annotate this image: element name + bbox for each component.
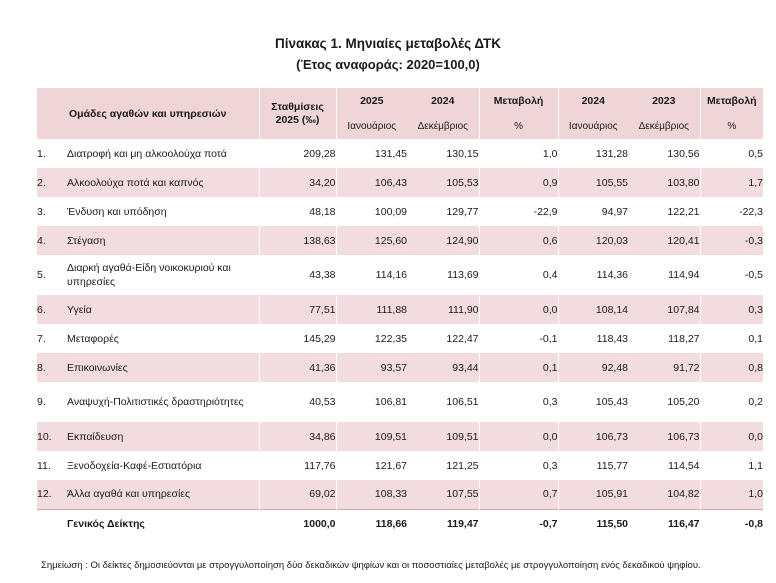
- header-percent-2: %: [700, 114, 763, 139]
- row-number: 10.: [37, 422, 67, 451]
- row-change-1: 0,0: [479, 422, 558, 451]
- row-dec-2023: 106,73: [628, 422, 700, 451]
- row-change-1: 0,4: [479, 255, 558, 295]
- row-jan-2024: 94,97: [558, 197, 628, 226]
- row-jan-2025: 106,81: [336, 382, 407, 422]
- table-row: [37, 226, 763, 255]
- row-jan-2025: 122,35: [336, 324, 407, 353]
- row-jan-2024: 92,48: [558, 353, 628, 382]
- row-jan-2025: 114,16: [336, 255, 407, 295]
- row-change-2: 1,7: [700, 168, 763, 197]
- row-change-2: 1,1: [700, 451, 763, 480]
- row-change-1: 0,3: [479, 382, 558, 422]
- row-jan-2024: 105,91: [558, 480, 628, 509]
- row-change-1: 0,6: [479, 226, 558, 255]
- row-dec-2024: 129,77: [446, 205, 479, 218]
- row-number: 8.: [37, 353, 67, 382]
- total-jan-2025: 118,66: [336, 509, 407, 538]
- row-change-1: 0,3: [479, 451, 558, 480]
- row-dec-2023: 91,72: [628, 353, 700, 382]
- row-number: 5.: [37, 269, 46, 281]
- row-dec-2024: 130,15: [446, 147, 479, 160]
- row-category: Μεταφορές: [67, 332, 119, 345]
- row-number: 3.: [37, 205, 46, 218]
- row-change-1: -0,1: [479, 324, 558, 353]
- header-year-2024-a: 2024: [407, 88, 479, 114]
- row-change-2: -0,5: [700, 255, 763, 295]
- row-number: 9.: [37, 396, 46, 408]
- row-jan-2024: 114,36: [558, 255, 628, 295]
- header-year-2024-b: 2024: [558, 88, 628, 114]
- row-dec-2023: 104,82: [628, 480, 700, 509]
- row-number: 7.: [37, 332, 46, 345]
- row-category: Στέγαση: [67, 226, 259, 255]
- row-jan-2025: 111,88: [336, 295, 407, 324]
- row-category: Άλλα αγαθά και υπηρεσίες: [67, 480, 259, 509]
- row-weight: 117,76: [259, 451, 336, 480]
- table-row: [37, 197, 763, 226]
- table-title: Πίνακας 1. Μηνιαίες μεταβολές ΔΤΚ: [275, 36, 501, 51]
- row-dec-2023: 114,94: [668, 269, 700, 281]
- row-category: Επικοινωνίες: [67, 353, 259, 382]
- row-dec-2024: 106,51: [446, 396, 479, 408]
- row-number: 1.: [37, 147, 46, 160]
- row-change-2: 0,5: [700, 139, 763, 168]
- row-category: Εκπαίδευση: [67, 422, 259, 451]
- row-change-1: -22,9: [479, 197, 558, 226]
- row-change-2: 1,0: [700, 480, 763, 509]
- row-jan-2025: 121,67: [336, 451, 407, 480]
- row-weight: 145,29: [259, 324, 336, 353]
- row-change-1: 0,0: [479, 295, 558, 324]
- table-row: [37, 353, 763, 382]
- row-jan-2025: 109,51: [336, 422, 407, 451]
- row-jan-2024: 106,73: [558, 422, 628, 451]
- row-change-1: 0,7: [479, 480, 558, 509]
- header-change-2: Μεταβολή: [700, 88, 763, 114]
- row-change-1: 0,1: [479, 353, 558, 382]
- header-year-2023: 2023: [628, 88, 700, 114]
- header-december-1: Δεκέμβριος: [407, 114, 479, 139]
- row-change-2: -22,3: [700, 197, 763, 226]
- row-category: Αναψυχή-Πολιτιστικές δραστηριότητες: [67, 396, 244, 408]
- total-change-1: -0,7: [479, 509, 558, 538]
- row-category: Διατροφή και μη αλκοολούχα ποτά: [67, 147, 227, 160]
- row-jan-2025: 131,45: [336, 139, 407, 168]
- table-row: [37, 451, 763, 480]
- header-weights: Σταθμίσεις 2025 (‰): [259, 88, 336, 139]
- table-row: [37, 295, 763, 324]
- table-row: [37, 480, 763, 509]
- row-dec-2024: 105,53: [407, 168, 479, 197]
- row-change-2: 0,2: [700, 382, 763, 422]
- row-weight: 69,02: [259, 480, 336, 509]
- row-change-2: 0,1: [700, 324, 763, 353]
- row-jan-2024: 105,43: [558, 382, 628, 422]
- row-jan-2025: 106,43: [336, 168, 407, 197]
- row-change-2: 0,8: [700, 353, 763, 382]
- table-row: [37, 168, 763, 197]
- row-category: Ένδυση και υπόδηση: [67, 205, 167, 218]
- table-row: [37, 422, 763, 451]
- table-header: [37, 88, 763, 139]
- row-change-2: 0,0: [700, 422, 763, 451]
- row-jan-2025: 108,33: [336, 480, 407, 509]
- row-dec-2023: 114,54: [668, 459, 700, 472]
- table-row: [37, 139, 763, 168]
- row-jan-2025: 100,09: [336, 197, 407, 226]
- table-subtitle: (Έτος αναφοράς: 2020=100,0): [296, 57, 480, 72]
- row-dec-2024: 107,55: [407, 480, 479, 509]
- row-dec-2024: 121,25: [446, 459, 479, 472]
- row-jan-2024: 108,14: [558, 295, 628, 324]
- cpi-table: [37, 88, 763, 538]
- row-jan-2024: 131,28: [558, 139, 628, 168]
- row-change-2: 0,3: [700, 295, 763, 324]
- row-dec-2023: 107,84: [628, 295, 700, 324]
- row-dec-2023: 122,21: [667, 205, 700, 218]
- row-dec-2024: 93,44: [407, 353, 479, 382]
- header-year-2025: 2025: [336, 88, 407, 114]
- header-december-2: Δεκέμβριος: [628, 114, 700, 139]
- row-dec-2024: 124,90: [407, 226, 479, 255]
- row-weight: 34,20: [259, 168, 336, 197]
- row-category: Διαρκή αγαθά-Είδη νοικοκυριού και υπηρεσίες: [67, 262, 231, 288]
- row-dec-2024: 113,69: [447, 269, 479, 281]
- table-row: [37, 324, 763, 353]
- row-weight: 48,18: [259, 197, 336, 226]
- row-change-1: 1,0: [479, 139, 558, 168]
- header-percent-1: %: [479, 114, 558, 139]
- footnote: Σημείωση : Οι δείκτες δημοσιεύονται με στρογγυλοποίηση δύο δεκαδικών ψηφίων και οι ποσοστιαίες μεταβολές με στρογγυλοποίηση ενός δεκαδικού ψηφίου.: [41, 560, 701, 571]
- total-label: Γενικός Δείκτης: [67, 509, 259, 538]
- total-jan-2024: 115,50: [558, 509, 628, 538]
- total-weight: 1000,0: [259, 509, 336, 538]
- row-jan-2024: 118,43: [558, 324, 628, 353]
- row-dec-2024: 111,90: [407, 295, 479, 324]
- row-dec-2023: 130,56: [667, 147, 700, 160]
- row-jan-2024: 115,77: [558, 451, 628, 480]
- table-row: [37, 382, 763, 422]
- row-dec-2023: 103,80: [628, 168, 700, 197]
- row-weight: 77,51: [259, 295, 336, 324]
- row-category: Αλκοολούχα ποτά και καπνός: [67, 168, 259, 197]
- header-january-2: Ιανουάριος: [558, 114, 628, 139]
- row-weight: 43,38: [259, 255, 336, 295]
- table-body: [37, 139, 763, 538]
- row-jan-2024: 105,55: [558, 168, 628, 197]
- row-number: 4.: [37, 226, 67, 255]
- header-change-1: Μεταβολή: [479, 88, 558, 114]
- row-number: 11.: [37, 459, 51, 472]
- row-dec-2023: 105,20: [667, 396, 700, 408]
- row-weight: 138,63: [259, 226, 336, 255]
- row-dec-2023: 118,27: [668, 332, 700, 345]
- row-number: 12.: [37, 480, 67, 509]
- row-dec-2024: 122,47: [446, 332, 479, 345]
- header-january-1: Ιανουάριος: [336, 114, 407, 139]
- row-weight: 34,86: [259, 422, 336, 451]
- total-change-2: -0,8: [700, 509, 763, 538]
- row-jan-2024: 120,03: [558, 226, 628, 255]
- row-dec-2023: 120,41: [628, 226, 700, 255]
- header-groups: Ομάδες αγαθών και υπηρεσιών: [37, 88, 259, 139]
- row-number: 6.: [37, 295, 67, 324]
- row-weight: 40,53: [259, 382, 336, 422]
- row-weight: 209,28: [259, 139, 336, 168]
- total-row: [37, 509, 763, 538]
- total-dec-2023: 116,47: [628, 509, 700, 538]
- row-jan-2025: 93,57: [336, 353, 407, 382]
- total-spacer: [37, 509, 67, 538]
- row-weight: 41,36: [259, 353, 336, 382]
- table-row: [37, 255, 763, 295]
- row-change-1: 0,9: [479, 168, 558, 197]
- row-change-2: -0,3: [700, 226, 763, 255]
- total-dec-2024: 119,47: [407, 509, 479, 538]
- row-dec-2024: 109,51: [407, 422, 479, 451]
- row-jan-2025: 125,60: [336, 226, 407, 255]
- row-number: 2.: [37, 168, 67, 197]
- row-category: Υγεία: [67, 295, 259, 324]
- row-category: Ξενοδοχεία-Καφέ-Εστιατόρια: [67, 459, 202, 472]
